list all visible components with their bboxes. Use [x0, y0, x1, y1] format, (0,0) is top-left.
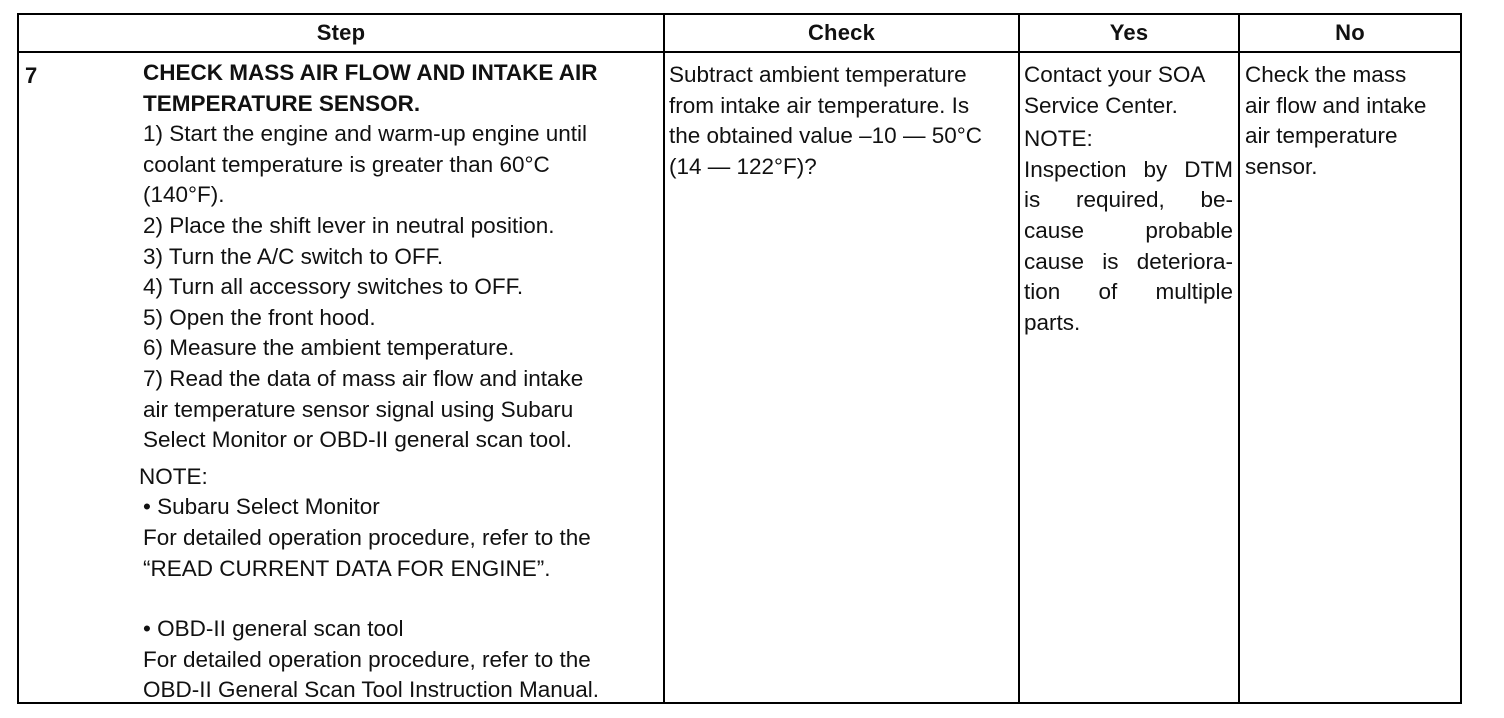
header-yes: Yes [1019, 14, 1239, 52]
yes-cell [1019, 52, 1239, 703]
yes-note-line: parts. [1024, 309, 1081, 335]
procedure-line: 6) Measure the ambient temperature. [143, 335, 515, 361]
bullet-subaru-select-monitor: • Subaru Select Monitor [143, 494, 380, 520]
diagnostic-steps-table [17, 13, 1462, 704]
check-line: from intake air temperature. Is [669, 92, 970, 118]
bullet-obd-ii-scan-tool: • OBD-II general scan tool [143, 616, 404, 642]
procedure-line: 1) Start the engine and warm-up engine until [143, 121, 588, 147]
no-line: Check the mass [1245, 62, 1407, 87]
header-check: Check [664, 14, 1019, 52]
yes-line: Contact your SOA [1024, 62, 1206, 87]
note-label: NOTE: [139, 463, 208, 489]
no-line: air temperature [1245, 123, 1398, 149]
step-title-line-1: CHECK MASS AIR FLOW AND INTAKE AIR [143, 60, 598, 85]
procedure-line: air temperature sensor signal using Subaru [143, 396, 574, 422]
bullet-text-line: OBD-II General Scan Tool Instruction Manual. [143, 677, 600, 703]
procedure-line: 4) Turn all accessory switches to OFF. [143, 274, 524, 300]
yes-note-line: Inspection by DTM [1024, 156, 1233, 182]
procedure-line: Select Monitor or OBD-II general scan tool. [143, 427, 572, 453]
check-cell [664, 52, 1019, 703]
procedure-line: 7) Read the data of mass air flow and intake [143, 365, 584, 391]
procedure-line: 5) Open the front hood. [143, 304, 376, 330]
table-row [18, 52, 1461, 703]
procedure-line: 2) Place the shift lever in neutral position. [143, 212, 555, 238]
header-step: Step [18, 14, 664, 52]
check-line: the obtained value –10 — 50°C [669, 123, 982, 149]
bullet-text-line: “READ CURRENT DATA FOR ENGINE”. [143, 555, 551, 581]
step-body [139, 58, 659, 706]
check-line: (14 — 122°F)? [669, 153, 817, 179]
check-text [665, 53, 1018, 182]
check-line: Subtract ambient temperature [669, 62, 967, 87]
step-title-line-2: TEMPERATURE SENSOR. [143, 90, 421, 116]
yes-note-label: NOTE: [1024, 126, 1093, 152]
bullet-text-line: For detailed operation procedure, refer to the [143, 524, 591, 550]
procedure-line: coolant temperature is greater than 60°C [143, 151, 550, 177]
procedure-line: (140°F). [143, 182, 225, 208]
yes-note-line: is required, be- [1024, 187, 1233, 213]
no-line: air flow and intake [1245, 92, 1427, 118]
step-number: 7 [25, 63, 38, 88]
yes-text [1020, 53, 1238, 338]
yes-note-line: cause probable [1024, 217, 1233, 243]
yes-note-line: cause is deteriora- [1024, 248, 1233, 274]
step-note [139, 462, 659, 706]
procedure-line: 3) Turn the A/C switch to OFF. [143, 243, 444, 269]
spacer [143, 584, 659, 614]
yes-note-line: tion of multiple [1024, 279, 1233, 305]
yes-line: Service Center. [1024, 92, 1178, 118]
step-cell [18, 52, 664, 703]
no-line: sensor. [1245, 153, 1318, 179]
no-cell [1239, 52, 1461, 703]
no-text [1240, 53, 1460, 182]
bullet-text-line: For detailed operation procedure, refer to the [143, 646, 591, 672]
header-no: No [1239, 14, 1461, 52]
